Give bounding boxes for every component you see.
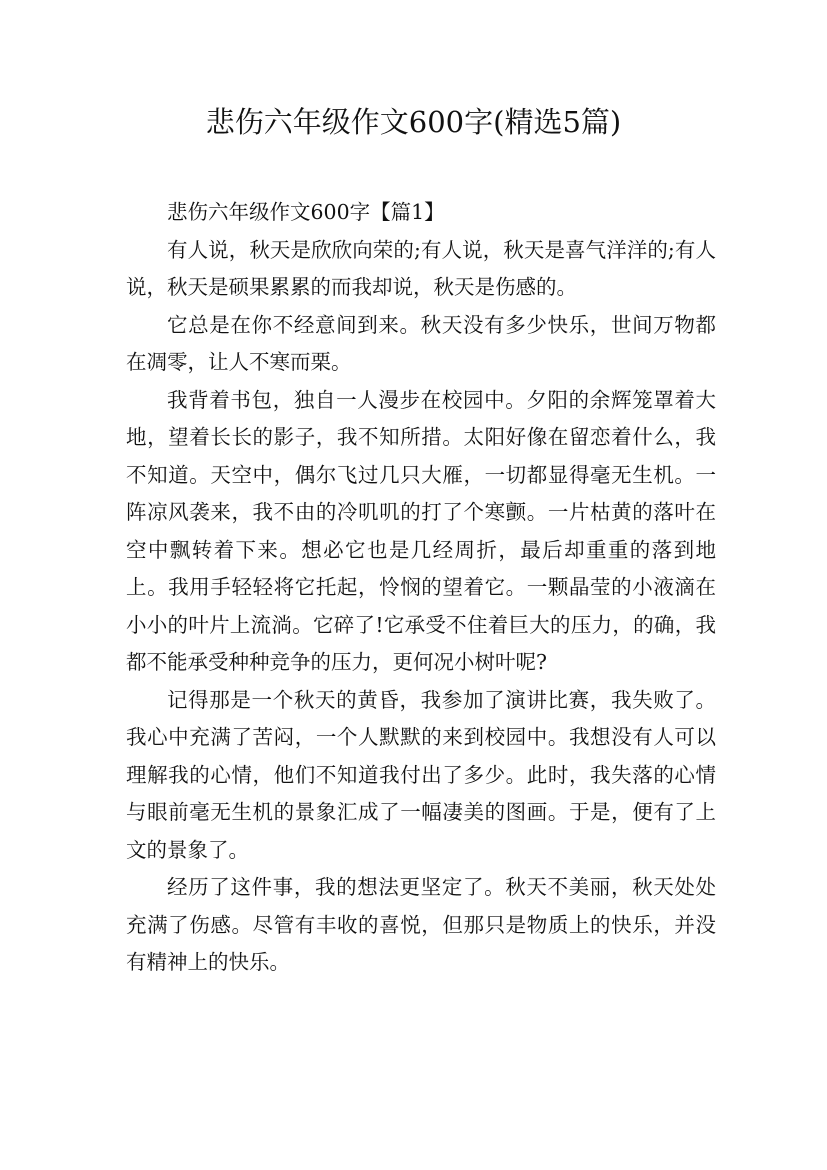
paragraph-2: 它总是在你不经意间到来。秋天没有多少快乐，世间万物都在凋零，让人不寒而栗。 xyxy=(126,312,716,374)
document-title: 悲伤六年级作文600字(精选5篇) xyxy=(205,105,622,139)
paragraph-1: 有人说，秋天是欣欣向荣的;有人说，秋天是喜气洋洋的;有人说，秋天是硕果累累的而我却说，秋天是伤感的。 xyxy=(126,237,716,299)
article-body xyxy=(126,194,716,982)
section-heading: 悲伤六年级作文600字【篇1】 xyxy=(167,200,445,224)
paragraph-4: 记得那是一个秋天的黄昏，我参加了演讲比赛，我失败了。我心中充满了苦闷，一个人默默的来到校园中。我想没有人可以理解我的心情，他们不知道我付出了多少。此时，我失落的心情与眼前毫无生机的景象汇成了一幅凄美的图画。于是，便有了上文的景象了。 xyxy=(126,687,716,862)
paragraph-5: 经历了这件事，我的想法更坚定了。秋天不美丽，秋天处处充满了伤感。尽管有丰收的喜悦，但那只是物质上的快乐，并没有精神上的快乐。 xyxy=(126,875,716,974)
paragraph-3: 我背着书包，独自一人漫步在校园中。夕阳的余辉笼罩着大地，望着长长的影子，我不知所措。太阳好像在留恋着什么，我不知道。天空中，偶尔飞过几只大雁，一切都显得毫无生机。一阵凉风袭来，我不由的冷叽叽的打了个寒颤。一片枯黄的落叶在空中飘转着下来。想必它也是几经周折，最后却重重的落到地上。我用手轻轻将它托起，怜悯的望着它。一颗晶莹的小液滴在小小的叶片上流淌。它碎了!它承受不住着巨大的压力，的确，我都不能承受种种竞争的压力，更何况小树叶呢? xyxy=(126,387,716,674)
